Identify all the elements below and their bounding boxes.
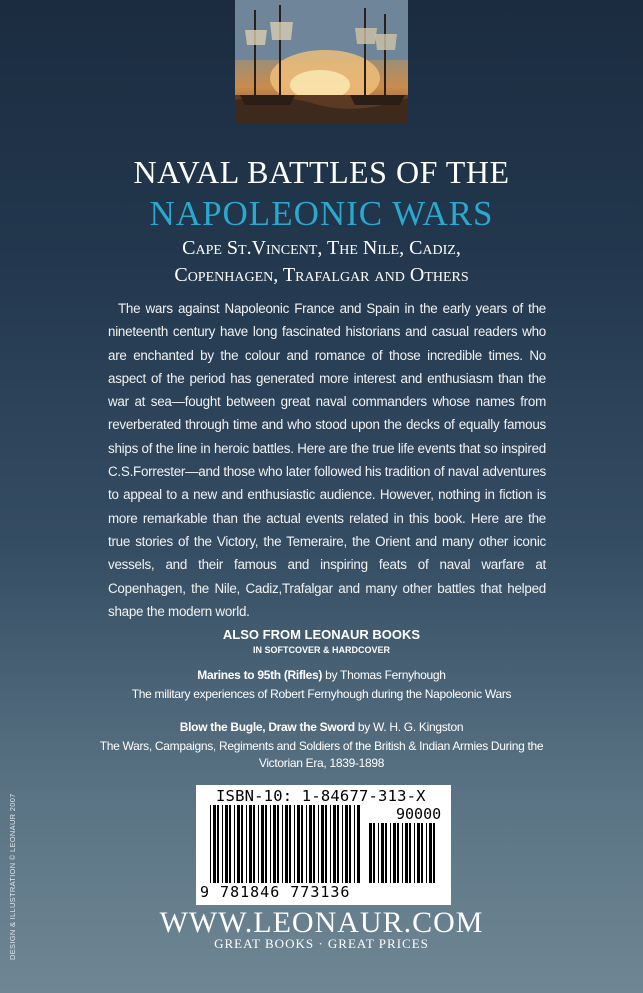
- related-book-2-description-line-2: Victorian Era, 1839-1898: [258, 756, 385, 770]
- barcode-bar: [429, 823, 432, 883]
- ean-number: 9 781846 773136: [200, 883, 351, 901]
- barcode-bar: [301, 805, 303, 883]
- isbn-number: ISBN-10: 1-84677-313-X: [216, 787, 426, 805]
- barcode-bar: [213, 805, 216, 883]
- barcode-bar: [381, 823, 384, 883]
- barcode-bar: [313, 805, 315, 883]
- barcode-bar: [277, 805, 279, 883]
- barcode-bar: [357, 805, 360, 883]
- related-book-2-description-line-1: The Wars, Campaigns, Regiments and Soldiers of the British & Indian Armies During the: [99, 739, 544, 753]
- barcode-bar: [321, 805, 324, 883]
- related-book-2-title: Blow the Bugle, Draw the Sword: [179, 720, 355, 734]
- barcode-bar: [397, 823, 399, 883]
- related-book-2-author: by W. H. G. Kingston: [354, 720, 464, 734]
- design-credit: DESIGN & ILLUSTRATION © LEONAUR 2007: [8, 793, 17, 960]
- barcode-bar: [273, 805, 276, 883]
- barcode-bar: [225, 805, 228, 883]
- publisher-tagline: GREAT BOOKS · GREAT PRICES: [214, 936, 429, 951]
- barcode-bar: [241, 805, 243, 883]
- related-book-1-description: The military experiences of Robert Fernyhough during the Napoleonic Wars: [131, 687, 512, 701]
- barcode-bar: [342, 805, 343, 883]
- barcode-bar: [309, 805, 312, 883]
- book-subtitle-line-1: Cape St.Vincent, The Nile, Cadiz,: [182, 237, 461, 259]
- barcode-bar: [421, 823, 423, 883]
- barcode-bar: [369, 823, 372, 883]
- also-from-heading: ALSO FROM LEONAUR BOOKS: [222, 627, 421, 642]
- barcode-price-code: 90000: [396, 805, 442, 823]
- barcode-bar: [246, 805, 247, 883]
- barcode-bar: [297, 805, 300, 883]
- barcode-bar: [354, 805, 355, 883]
- book-subtitle-line-2: Copenhagen, Trafalgar and Others: [174, 264, 469, 286]
- barcode-bar: [237, 805, 240, 883]
- barcode-bar: [261, 805, 264, 883]
- barcode-bar: [390, 823, 391, 883]
- book-title-line-2: NAPOLEONIC WARS: [149, 194, 494, 233]
- barcode-bar: [285, 805, 288, 883]
- isbn-barcode: [196, 785, 451, 905]
- publisher-website[interactable]: WWW.LEONAUR.COM: [159, 906, 484, 939]
- barcode-main-bars: [210, 805, 360, 883]
- barcode-bar: [333, 805, 336, 883]
- barcode-bar: [258, 805, 259, 883]
- barcode-bar: [337, 805, 339, 883]
- barcode-bar: [270, 805, 271, 883]
- barcode-bar: [222, 805, 223, 883]
- barcode-bar: [417, 823, 420, 883]
- barcode-bar: [385, 823, 387, 883]
- barcode-bar: [282, 805, 283, 883]
- barcode-bar: [414, 823, 415, 883]
- barcode-bar: [318, 805, 319, 883]
- barcode-bar: [306, 805, 307, 883]
- barcode-bar: [265, 805, 267, 883]
- barcode-bar: [405, 823, 408, 883]
- barcode-bar: [349, 805, 351, 883]
- related-book-2-title-line: [0, 720, 643, 734]
- related-book-1-author: by Thomas Fernyhough: [322, 668, 446, 682]
- barcode-bar: [409, 823, 411, 883]
- barcode-bar: [378, 823, 379, 883]
- barcode-addon-bars: [369, 823, 439, 883]
- related-book-1-title-line: [0, 668, 643, 682]
- book-title-line-1: NAVAL BATTLES OF THE: [133, 154, 510, 190]
- book-blurb: The wars against Napoleonic France and Spain in the early years of the nineteenth century have long fascinated historians and casual readers who are enchanted by the colour and romance of those incredible times. No aspect of the period has generated more interest and enthusiasm than the war at sea—fought between great naval commanders whose names from reverberated through time and who stood upon the decks of equally famous ships of the line in heroic battles. Here are the true life events that so inspired C.S.Forrester—and those who later followed his tradition of naval adventures to appeal to a new and enthusiastic audience. However, nothing in fiction is more remarkable than the actual events related in this book. Here are the true stories of the Victory, the Temeraire, the Orient and many other iconic vessels, and their famous and inspiring feats of naval warfare at Copenhagen, the Nile, Cadiz,Trafalgar and many other battles that helped shape the modern world.: [108, 301, 546, 619]
- barcode-bar: [345, 805, 348, 883]
- barcode-bar: [249, 805, 252, 883]
- barcode-bar: [373, 823, 375, 883]
- barcode-bar: [402, 823, 403, 883]
- also-from-subheading: IN SOFTCOVER & HARDCOVER: [252, 645, 390, 655]
- barcode-bar: [325, 805, 327, 883]
- barcode-bar: [294, 805, 295, 883]
- related-book-1-title: Marines to 95th (Rifles): [197, 668, 323, 682]
- barcode-bar: [393, 823, 396, 883]
- barcode-bar: [234, 805, 235, 883]
- cover-painting-naval-battle: [235, 0, 408, 124]
- barcode-bar: [210, 805, 211, 883]
- barcode-bar: [229, 805, 231, 883]
- barcode-bar: [253, 805, 255, 883]
- barcode-bar: [217, 805, 219, 883]
- barcode-bar: [433, 823, 435, 883]
- barcode-bar: [426, 823, 427, 883]
- barcode-bar: [289, 805, 291, 883]
- barcode-bar: [330, 805, 331, 883]
